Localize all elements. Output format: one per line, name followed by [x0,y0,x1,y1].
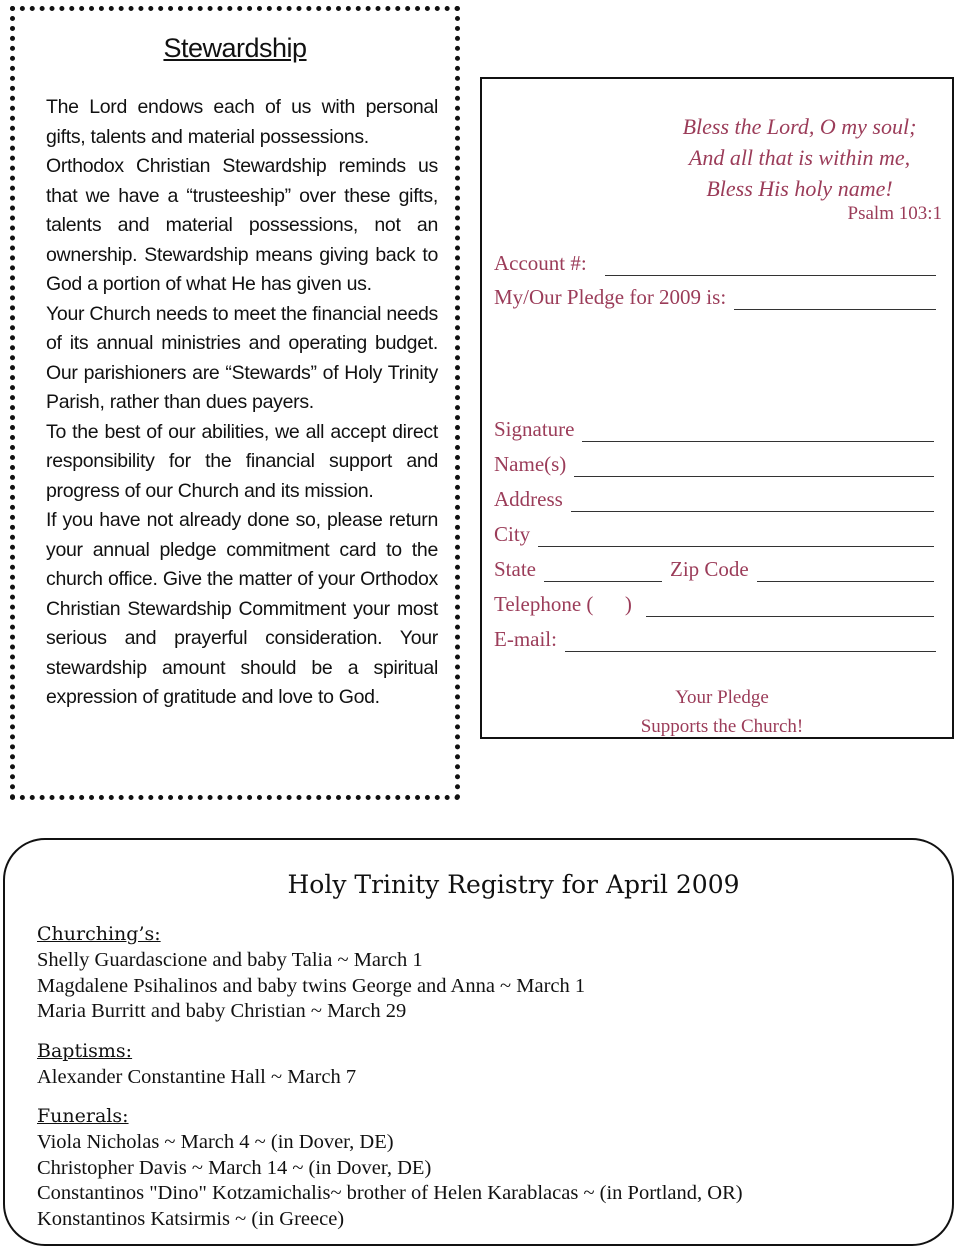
section-heading-funerals: Funerals: [37,1105,129,1127]
signature-line[interactable] [582,423,934,442]
registry-entry: Christopher Davis ~ March 14 ~ (in Dover, DE) [37,1156,432,1179]
pledge-amount-line[interactable] [734,291,936,310]
footer-line: Your Pledge [675,687,769,708]
verse-line: And all that is within me, [688,145,911,170]
stewardship-body [46,93,438,713]
registry-title: Holy Trinity Registry for April 2009 [287,870,740,899]
address-label: Address [494,487,563,511]
email-label: E-mail: [494,627,557,651]
pledge-card [480,77,954,739]
telephone-line[interactable] [646,598,934,617]
pledge-amount-label: My/Our Pledge for 2009 is: [494,285,727,309]
state-label: State [494,557,536,581]
account-label: Account #: [494,251,587,275]
registry-entry: Konstantinos Katsirmis ~ (in Greece) [37,1207,345,1230]
address-field[interactable] [494,487,934,512]
psalm-verse [657,111,942,204]
stewardship-paragraph: To the best of our abilities, we all accept direct responsibility for the financial support and progress of our Church and its mission. [46,420,438,502]
telephone-label: Telephone ( ) [494,592,632,616]
address-line[interactable] [571,493,934,512]
stewardship-title: Stewardship [163,33,307,63]
account-field[interactable] [494,251,936,276]
signature-field[interactable] [494,417,934,442]
card-footer [602,683,842,741]
registry-entry: Constantinos "Dino" Kotzamichalis~ brother of Helen Karablacas ~ (in Portland, OR) [37,1182,743,1204]
zip-label: Zip Code [670,557,749,581]
pledge-amount-field[interactable] [494,285,936,310]
city-label: City [494,522,531,546]
zip-line[interactable] [757,563,934,582]
stewardship-paragraph: Orthodox Christian Stewardship reminds us that we have a “trusteeship” over these gifts, talents and material possessions, not an ownership. Stewardship means giving back to God a portion of what He has given us. [46,155,438,295]
stewardship-paragraph: Your Church needs to meet the financial needs of its annual ministries and operating budget. Our parishioners are “Stewards” of Holy Trinity Parish, rather than dues payers. [46,302,438,413]
registry-entry: Alexander Constantine Hall ~ March 7 [37,1065,357,1088]
email-field[interactable] [494,627,936,652]
city-field[interactable] [494,522,934,547]
verse-line: Bless the Lord, O my soul; [682,114,917,139]
email-line[interactable] [565,633,936,652]
registry-entry: Magdalene Psihalinos and baby twins George and Anna ~ March 1 [37,974,586,997]
section-heading-baptisms: Baptisms: [37,1039,133,1062]
names-label: Name(s) [494,452,567,476]
registry-entry: Viola Nicholas ~ March 4 ~ (in Dover, DE) [37,1131,394,1153]
state-line[interactable] [544,563,662,582]
registry-content [37,920,917,1232]
stewardship-panel [10,6,460,800]
verse-reference: Psalm 103:1 [847,203,942,224]
registry-panel [3,838,954,1246]
city-line[interactable] [538,528,934,547]
account-line[interactable] [605,257,936,276]
stewardship-paragraph: If you have not already done so, please return your annual pledge commitment card to the church office. Give the matter of your Orthodox Christian Stewardship Commitment your most serious and prayerful consideration. Your stewardship amount should be a spiritual expression of gratitude and love to God. [46,509,438,708]
verse-line: Bless His holy name! [706,176,893,201]
footer-line: Supports the Church! [640,716,804,737]
stewardship-paragraph: The Lord endows each of us with personal gifts, talents and material possessions. [46,96,438,148]
registry-entry: Shelly Guardascione and baby Talia ~ March 1 [37,949,423,971]
telephone-field[interactable] [494,592,934,617]
state-zip-field[interactable] [494,557,934,582]
names-field[interactable] [494,452,934,477]
registry-entry: Maria Burritt and baby Christian ~ March 29 [37,1000,407,1022]
signature-label: Signature [494,417,575,441]
section-heading-churchings: Churching’s: [37,923,161,945]
names-line[interactable] [574,458,934,477]
